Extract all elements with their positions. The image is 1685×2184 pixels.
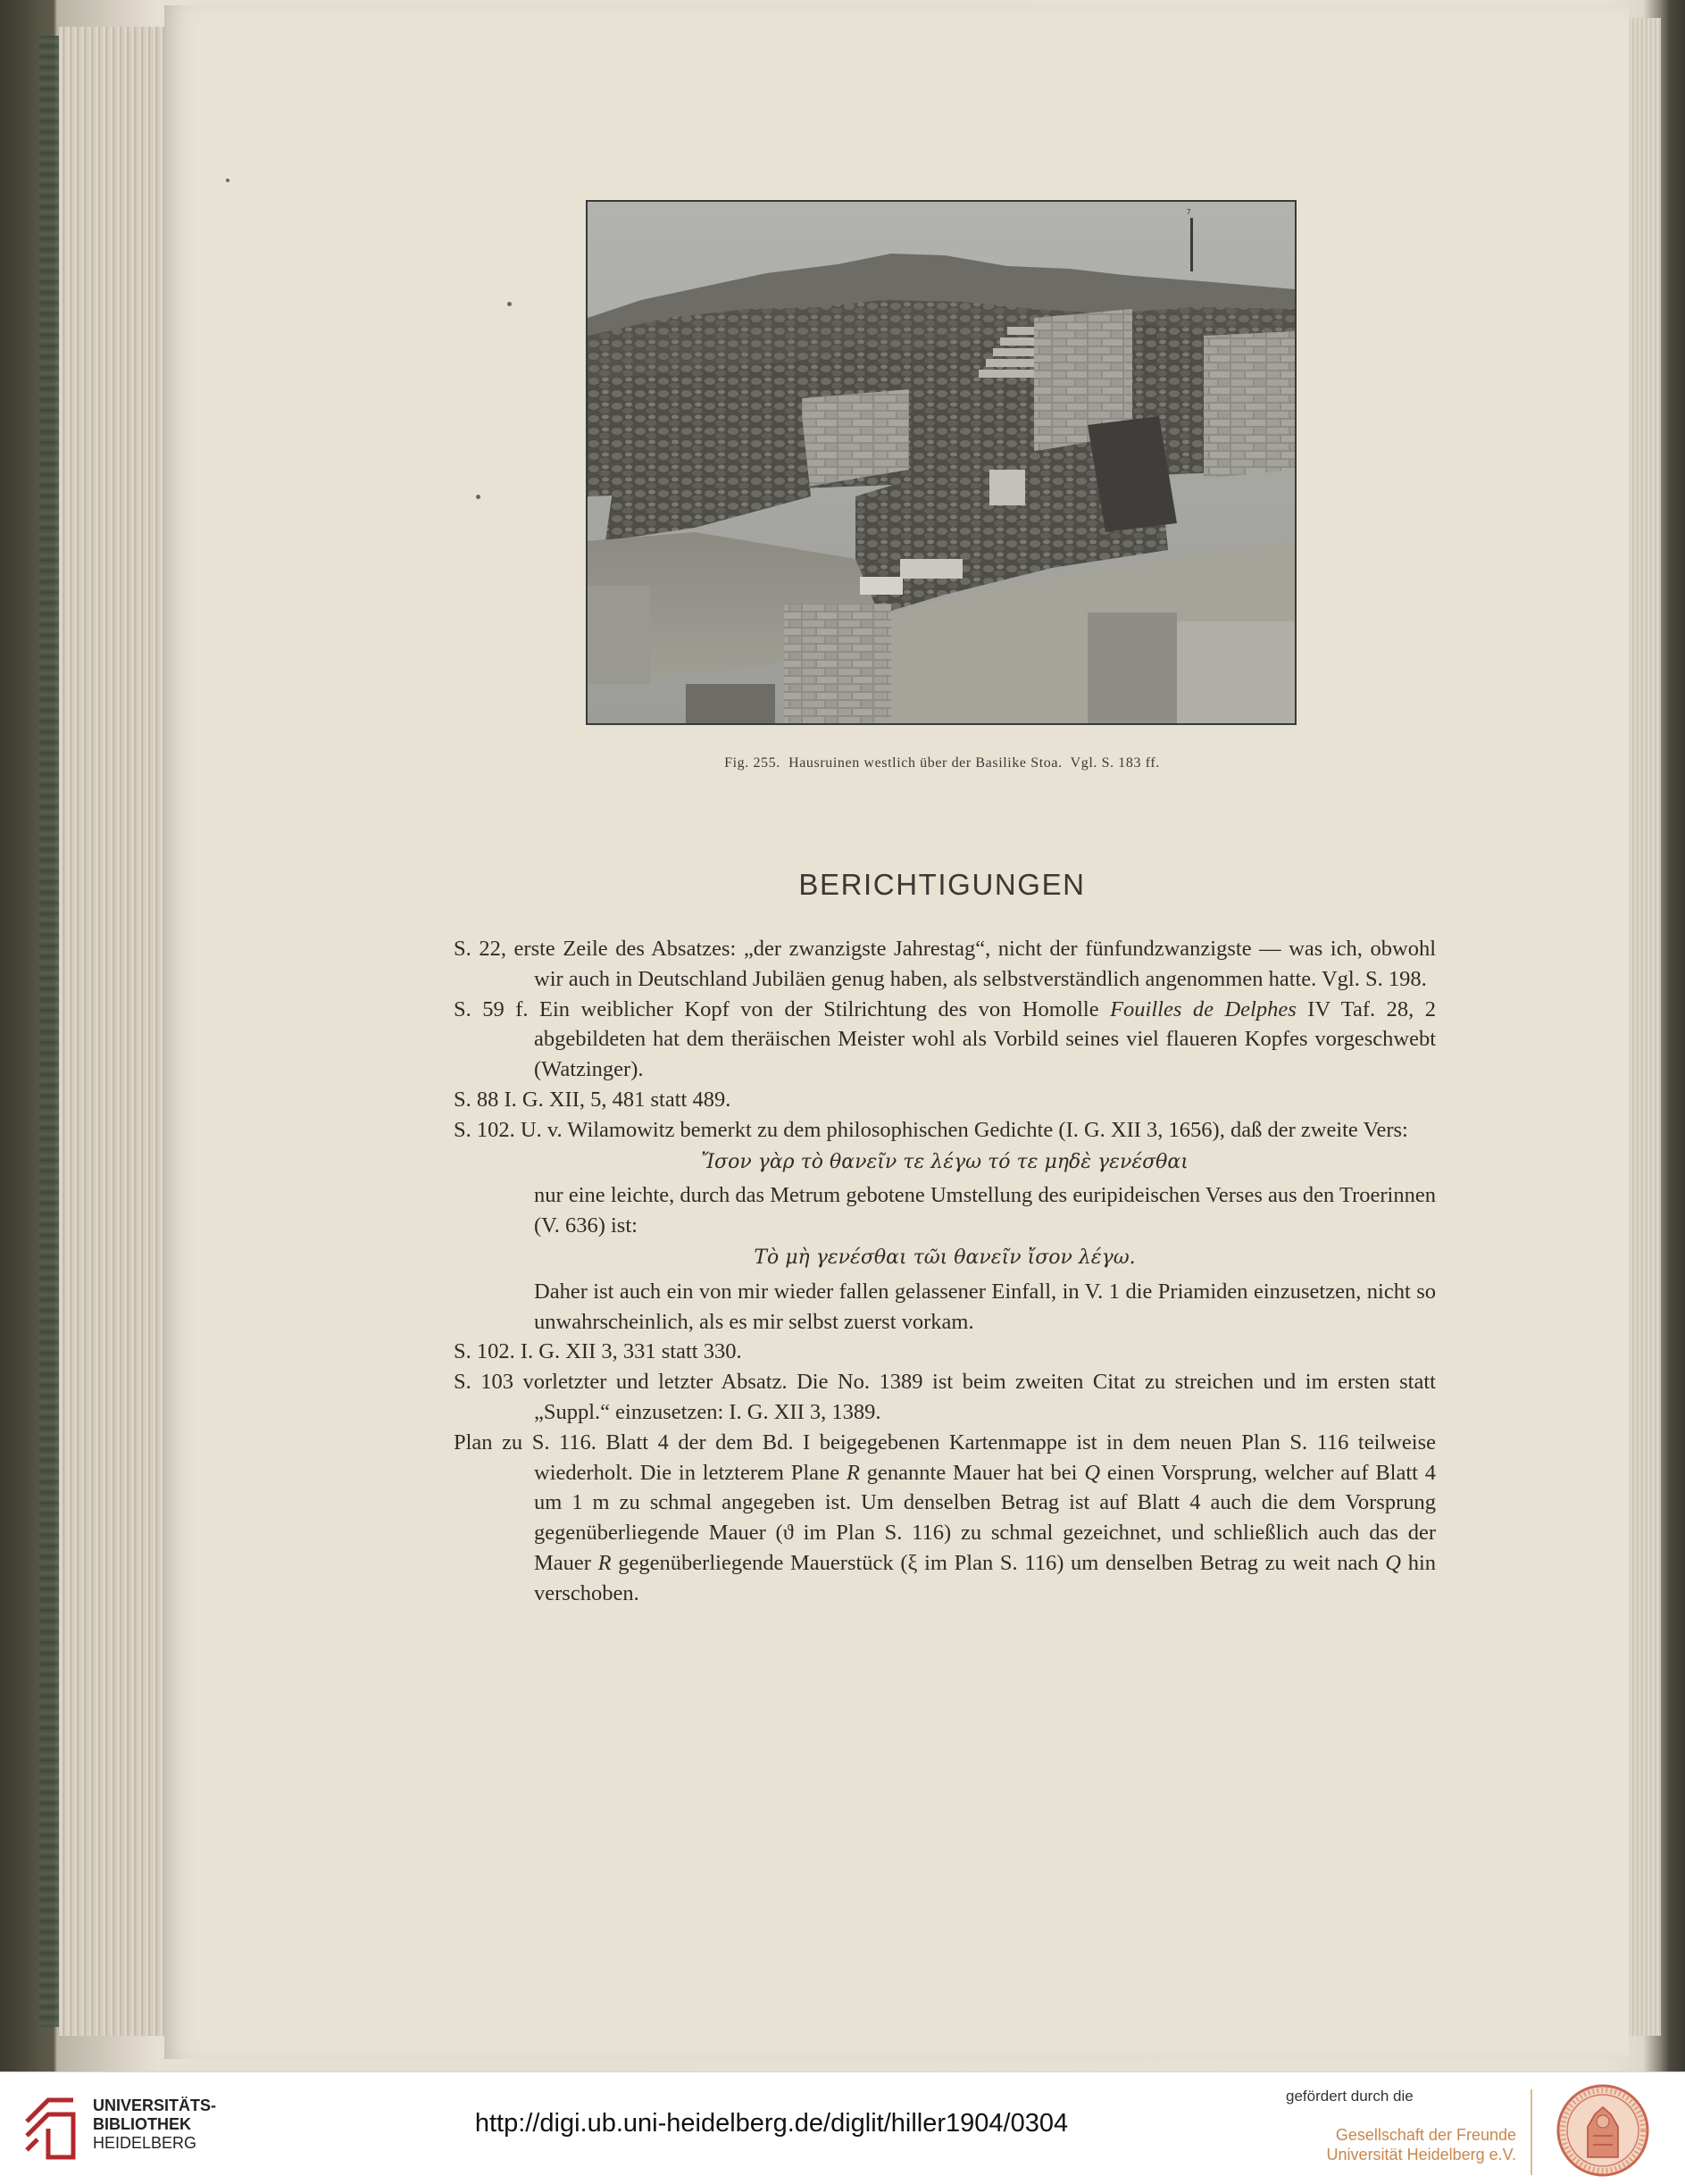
figure-reference: Vgl. S. 183 ff. <box>1070 755 1160 771</box>
entry-text: Ein weiblicher Kopf von der Stilrichtung des von Homolle <box>539 996 1099 1021</box>
ruins-photograph <box>586 200 1297 725</box>
correction-entry <box>454 1367 1436 1428</box>
library-name <box>93 2096 254 2153</box>
corrections-list <box>454 934 1436 1609</box>
sponsor-name-line1[interactable]: Gesellschaft der Freunde <box>1335 2126 1516 2144</box>
greek-verse-1: Ἴσον γὰρ τὸ θανεῖν τε λέγω τό τε μηδὲ γενέσθαι <box>701 1150 1189 1173</box>
entry-text: Blatt 4 der dem Bd. I beigegebenen Kartenmappe ist in dem neuen Plan S. 116 teilweise wiederholt. Die in letzterem Plane <box>534 1430 1437 1485</box>
entry-text: I. G. XII, 5, 481 statt 489. <box>504 1087 731 1112</box>
sponsor-divider <box>1531 2089 1532 2175</box>
page-edges-right <box>1629 18 1661 2036</box>
page-edges-left <box>59 27 164 2036</box>
photo-marker-label: 7 <box>1187 208 1191 216</box>
entry-text: genannte Mauer hat bei <box>866 1460 1078 1485</box>
entry-ref: S. 59 f. <box>454 996 529 1021</box>
correction-entry <box>454 1428 1436 1609</box>
plan-letter: R <box>847 1460 860 1485</box>
library-name-line1: UNIVERSITÄTS- <box>93 2096 217 2114</box>
correction-entry <box>454 1337 1436 1367</box>
plan-letter: Q <box>1084 1460 1101 1485</box>
entry-ref: S. 22, <box>454 937 506 961</box>
entry-text: erste Zeile des Absatzes: „der zwanzigste Jahrestag“, nicht der fünfundzwanzigste — was ich, obwohl wir auch in Deutschland Jubiläen genug haben, als selbstverständlich angenommen hatte. Vgl. S. 198. <box>513 937 1437 991</box>
ink-speck <box>476 495 480 499</box>
entry-continuation: nur eine leichte, durch das Metrum gebotene Umstellung des euripideischen Verses aus den Troerinnen (V. 636) ist: <box>534 1183 1436 1238</box>
ink-speck <box>507 302 512 306</box>
figure-label: Fig. 255. <box>724 755 780 771</box>
entry-ref: S. 102. <box>454 1117 515 1142</box>
university-library-logo-icon[interactable] <box>21 2086 79 2164</box>
ink-speck <box>226 179 229 182</box>
entry-continuation: Daher ist auch ein von mir wieder fallen gelassener Einfall, in V. 1 die Priamiden einzusetzen, nicht so unwahrscheinlich, als es mir selbst zuerst vorkam. <box>534 1279 1436 1334</box>
entry-text: hin verschoben. <box>534 1550 1436 1605</box>
correction-entry <box>454 934 1436 995</box>
correction-entry <box>454 1085 1436 1115</box>
entry-text: U. v. Wilamowitz bemerkt zu dem philosophischen Gedichte (I. G. XII 3, 1656), daß der zweite Vers: <box>520 1117 1408 1142</box>
plan-letter: R <box>597 1550 612 1575</box>
university-seal-icon <box>1552 2082 1654 2179</box>
entry-text: vorletzter und letzter Absatz. Die No. 1389 ist beim zweiten Citat zu streichen und im ersten statt „Suppl.“ einzusetzen: I. G. XII 3, 1389. <box>522 1370 1436 1424</box>
entry-ref: S. 102. <box>454 1339 515 1364</box>
entry-ref: S. 88 <box>454 1087 499 1112</box>
library-name-line3: HEIDELBERG <box>93 2134 197 2152</box>
entry-italic-title: Fouilles de Delphes <box>1110 996 1297 1021</box>
plan-letter: Q <box>1385 1550 1401 1575</box>
correction-entry <box>454 995 1436 1085</box>
figure-caption <box>536 755 1348 771</box>
entry-ref: S. 103 <box>454 1370 513 1395</box>
entry-text: einen Vorsprung, welcher auf Blatt 4 um 1 m zu schmal angegeben ist. Um denselben Betrag ist auf Blatt 4 auch die dem Vorsprung gegenüberliegende Mauer (ϑ im Plan S. 116) zu schmal gezeichnet, und schließlich auch das der Mauer <box>534 1460 1437 1575</box>
entry-ref: Plan zu S. 116. <box>454 1430 596 1455</box>
book-spine <box>39 36 59 2027</box>
section-heading: BERICHTIGUNGEN <box>798 868 1086 901</box>
permalink-url[interactable]: http://digi.ub.uni-heidelberg.de/diglit/hiller1904/0304 <box>474 2109 1069 2138</box>
greek-verse-2: Τὸ μὴ γενέσθαι τῶι θανεῖν ἴσον λέγω. <box>754 1246 1136 1269</box>
library-name-line2: BIBLIOTHEK <box>93 2115 191 2133</box>
sponsor-block <box>1266 2088 1516 2164</box>
entry-text: IV Taf. 28, 2 abgebildeten hat dem theräischen Meister wohl als Vorbild seines viel flaueren Kopfes vorgeschwebt (Watzinger). <box>534 996 1437 1082</box>
entry-text: I. G. XII 3, 331 statt 330. <box>520 1339 742 1364</box>
figure-caption-text: Hausruinen westlich über der Basilike Stoa. <box>788 755 1063 771</box>
correction-entry <box>454 1115 1436 1146</box>
sponsor-name-line2[interactable]: Universität Heidelberg e.V. <box>1326 2146 1516 2163</box>
sponsor-intro: gefördert durch die <box>1286 2088 1414 2105</box>
entry-text: gegenüberliegende Mauerstück (ξ im Plan S. 116) um denselben Betrag zu weit nach <box>618 1550 1379 1575</box>
